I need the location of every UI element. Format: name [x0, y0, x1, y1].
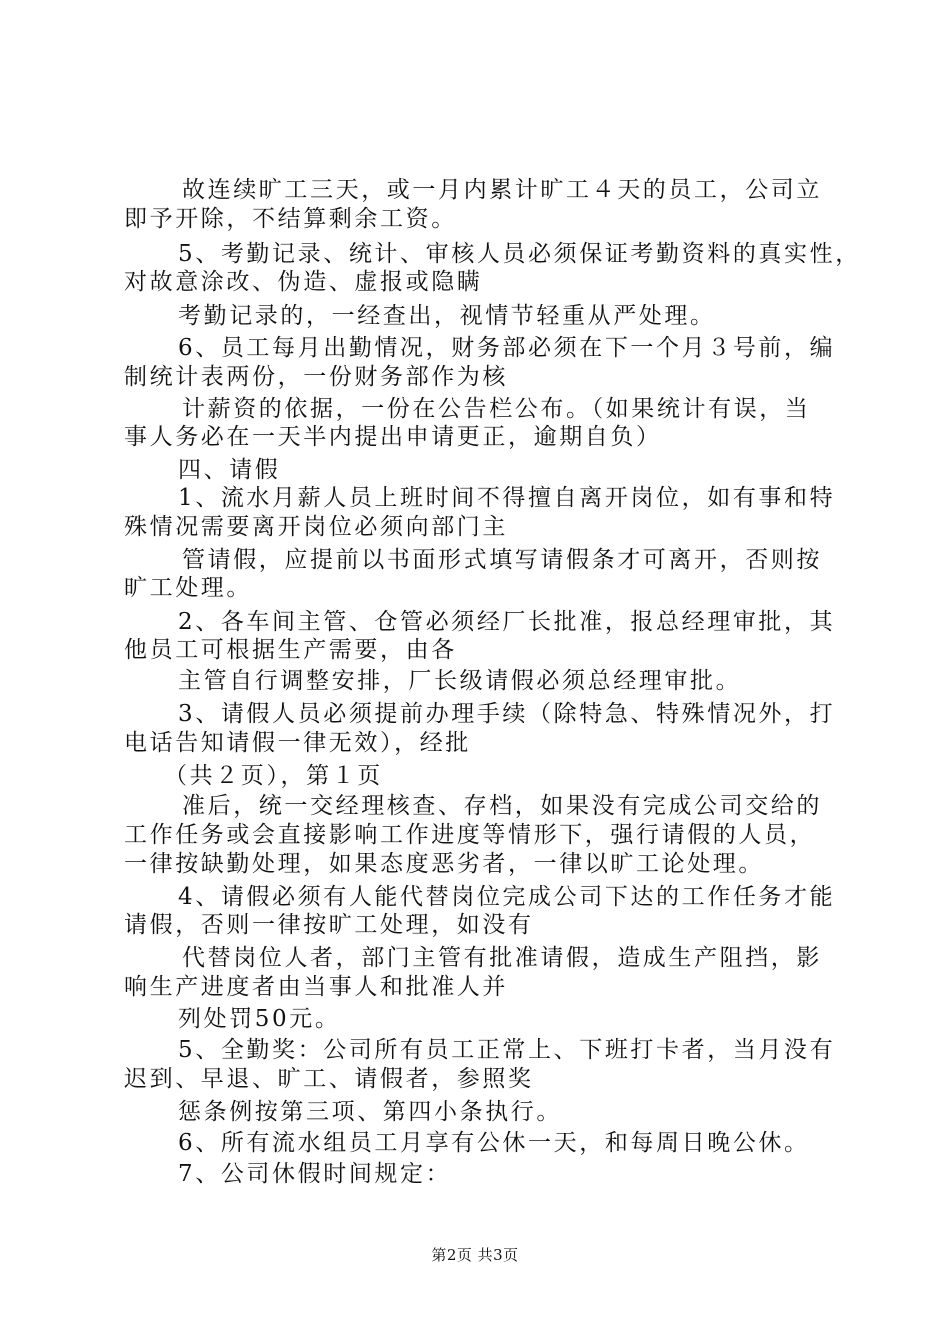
text-line: 响生产进度者由当事人和批准人并	[124, 974, 508, 1000]
text-line: 代替岗位人者，部门主管有批准请假，造成生产阻挡，影	[182, 945, 822, 971]
text-line: 对故意涂改、伪造、虚报或隐瞒	[124, 269, 483, 295]
text-line: 即予开除，不结算剩余工资。	[124, 206, 457, 232]
page-footer: 第2页 共3页	[431, 1246, 519, 1264]
text-line: 列处罚50元。	[178, 1006, 341, 1032]
text-line: 工作任务或会直接影响工作进度等情形下，强行请假的人员，	[124, 822, 816, 848]
text-line: 准后，统一交经理核查、存档，如果没有完成公司交给的	[182, 793, 822, 819]
text-line: 他员工可根据生产需要，由各	[124, 637, 457, 663]
text-line: 惩条例按第三项、第四小条执行。	[178, 1099, 562, 1125]
text-line: 6、所有流水组员工月享有公休一天，和每周日晚公休。	[178, 1130, 810, 1156]
text-line: 主管自行调整安排，厂长级请假必须总经理审批。	[178, 668, 742, 694]
text-line: 3、请假人员必须提前办理手续（除特急、特殊情况外，打	[178, 701, 836, 727]
text-line: 计薪资的依据，一份在公告栏公布。（如果统计有误，当	[182, 396, 811, 422]
text-line: 一律按缺勤处理，如果态度恶劣者，一律以旷工论处理。	[124, 851, 764, 877]
section-heading: 四、请假	[178, 457, 281, 483]
text-line: 管请假，应提前以书面形式填写请假条才可离开，否则按	[182, 547, 822, 573]
text-line: 4、请假必须有人能代替岗位完成公司下达的工作任务才能	[178, 884, 836, 910]
text-line: 7、公司休假时间规定：	[178, 1161, 452, 1187]
text-line: 6、员工每月出勤情况，财务部必须在下一个月３号前，编	[178, 335, 836, 361]
inline-page-marker: （共２页），第１页	[164, 763, 383, 789]
text-line: 考勤记录的，一经查出，视情节轻重从严处理。	[178, 303, 716, 329]
text-line: 迟到、早退、旷工、请假者，参照奖	[124, 1066, 534, 1092]
text-line: 旷工处理。	[124, 575, 252, 601]
text-line: 制统计表两份，一份财务部作为核	[124, 364, 508, 390]
text-line: 故连续旷工三天，或一月内累计旷工４天的员工，公司立	[182, 177, 822, 203]
text-line: 1、流水月薪人员上班时间不得擅自离开岗位，如有事和特	[178, 485, 836, 511]
text-line: 2、各车间主管、仓管必须经厂长批准，报总经理审批，其	[178, 609, 836, 635]
text-line: 5、考勤记录、统计、审核人员必须保证考勤资料的真实性，	[178, 241, 861, 267]
text-line: 5、全勤奖：公司所有员工正常上、下班打卡者，当月没有	[178, 1037, 836, 1063]
text-line: 请假，否则一律按旷工处理，如没有	[124, 912, 534, 938]
text-line: 事人务必在一天半内提出申请更正，逾期自负）	[124, 424, 662, 450]
text-line: 殊情况需要离开岗位必须向部门主	[124, 514, 508, 540]
text-line: 电话告知请假一律无效），经批	[124, 730, 471, 756]
